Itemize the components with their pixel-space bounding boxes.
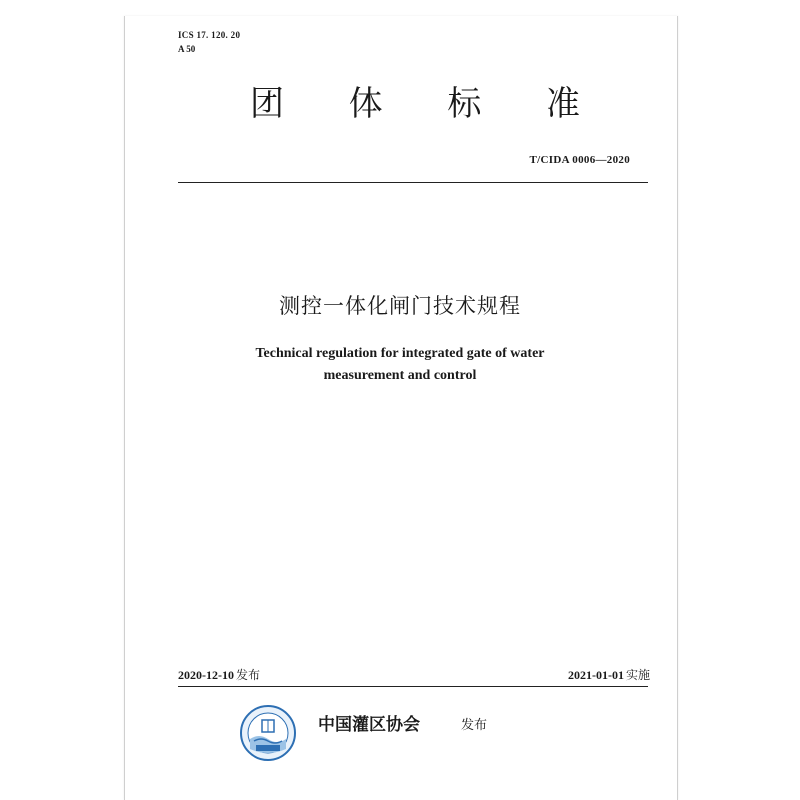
title-english-line-1: Technical regulation for integrated gate of water xyxy=(255,346,545,361)
ics-code: ICS 17. 120. 20 xyxy=(178,30,241,40)
document-type-char: 标 xyxy=(447,84,482,124)
standard-number: T/CIDA 0006—2020 xyxy=(529,154,630,166)
effective-date-label: 实施 xyxy=(625,668,650,682)
publisher-name: 中国灌区协会 xyxy=(318,715,420,735)
title-english xyxy=(0,343,800,387)
document-type-char: 体 xyxy=(348,84,383,124)
issue-date-value: 2020-12-10 xyxy=(178,668,234,682)
effective-date xyxy=(568,666,650,683)
publisher-action: 发布 xyxy=(461,718,488,733)
effective-date-value: 2021-01-01 xyxy=(567,668,624,682)
issue-date-label: 发布 xyxy=(236,668,261,682)
title-english-line-2: measurement and control xyxy=(323,368,477,383)
document-type-heading xyxy=(250,76,580,125)
footer-divider xyxy=(178,686,648,687)
header-divider xyxy=(178,182,648,183)
document-type-char: 团 xyxy=(250,84,284,124)
document-type-char: 准 xyxy=(545,84,580,124)
title-chinese: 测控一体化闸门技术规程 xyxy=(279,294,521,318)
association-seal-icon xyxy=(240,705,296,761)
classification-code: A 50 xyxy=(178,44,196,54)
issue-date xyxy=(178,666,260,683)
